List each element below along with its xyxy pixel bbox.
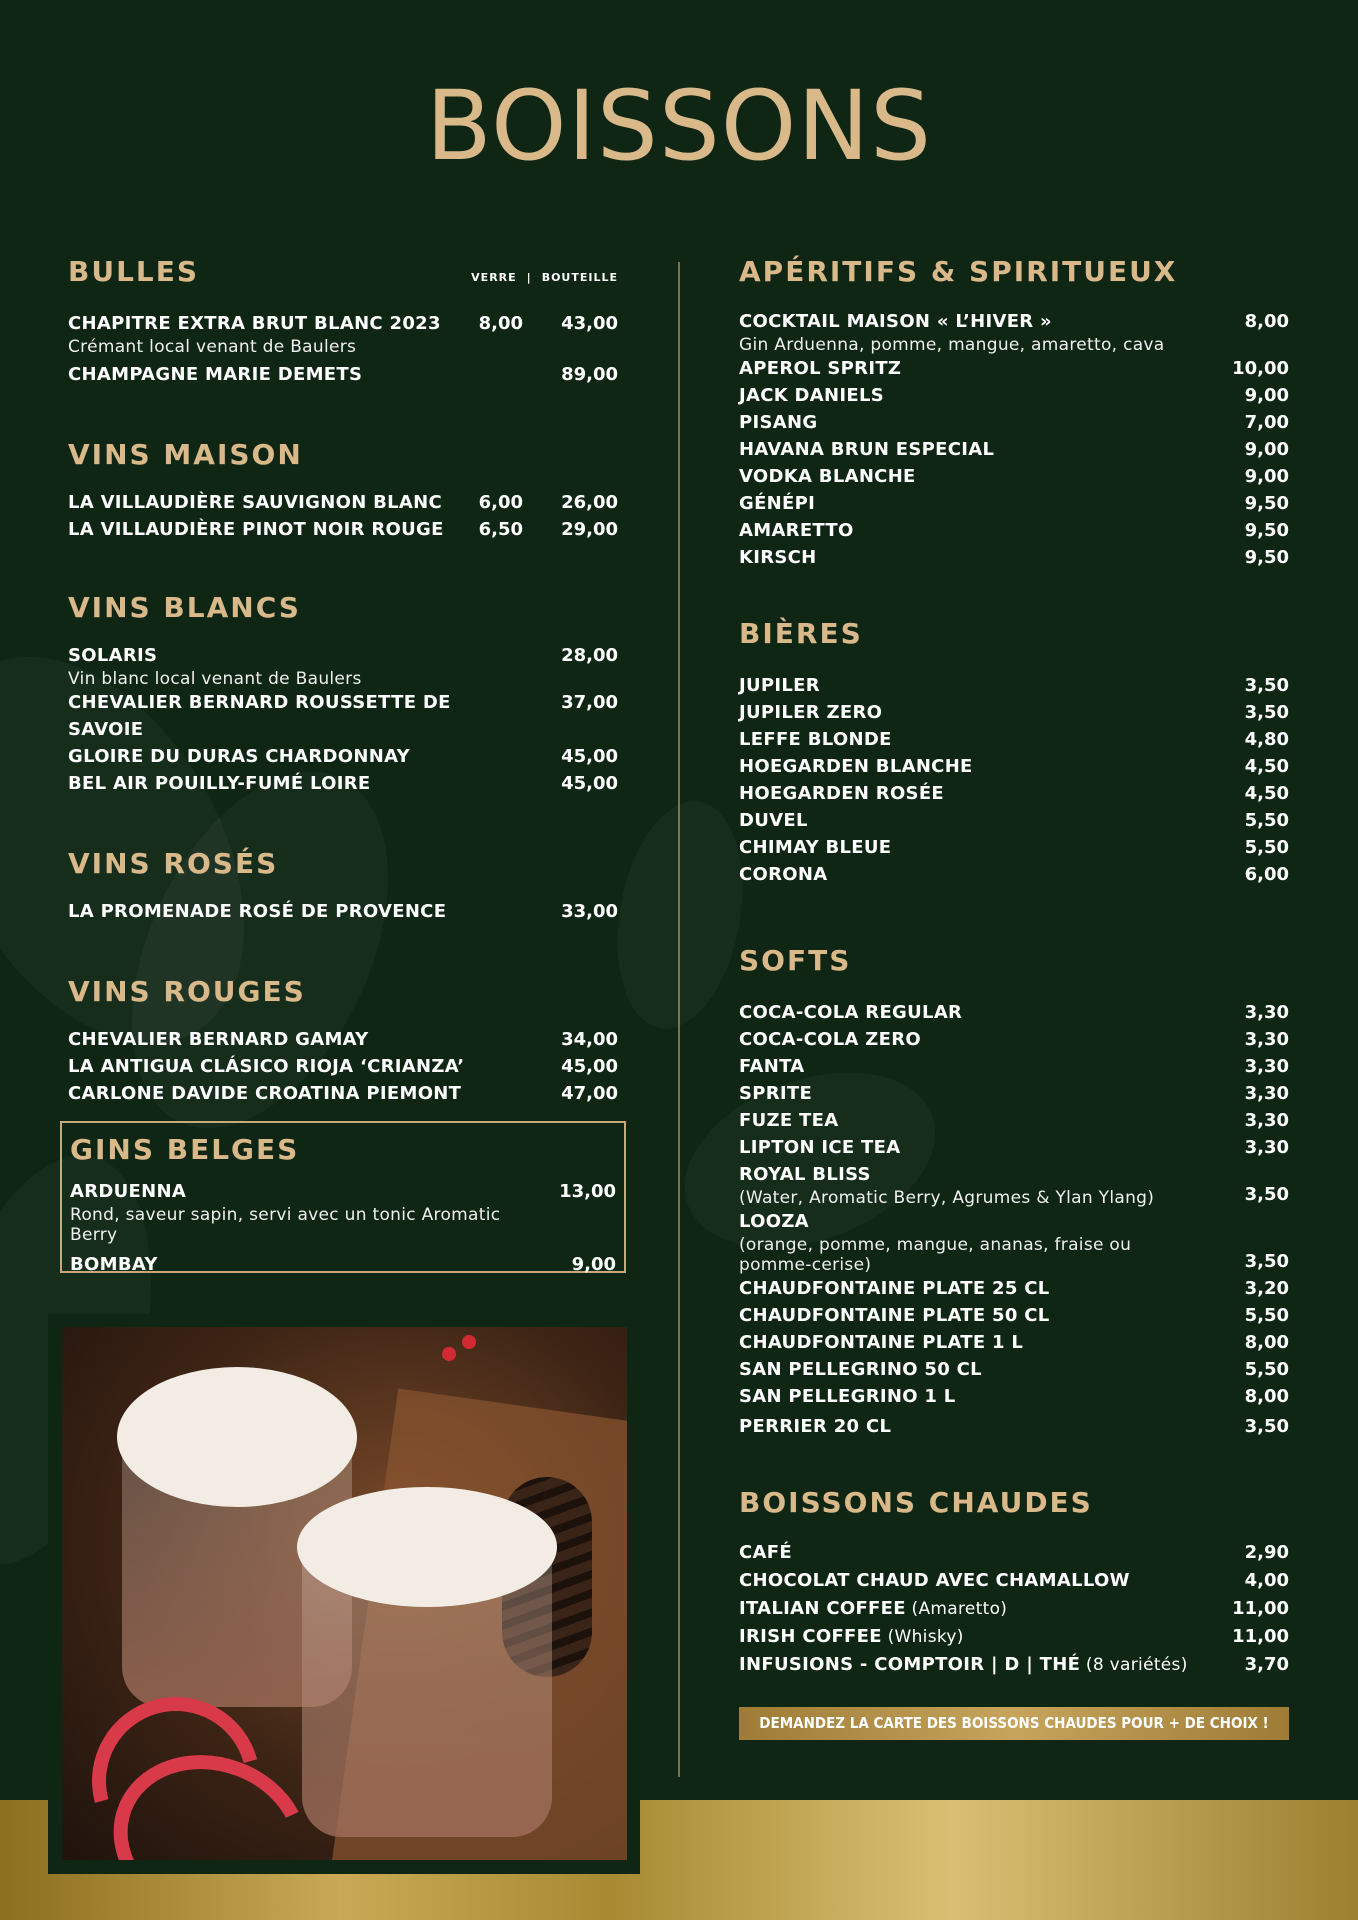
item-description: (Water, Aromatic Berry, Agrumes & Ylan Ylang) [739, 1188, 1155, 1208]
item-name: ROYAL BLISS [739, 1164, 871, 1185]
menu-item [68, 642, 618, 689]
item-description: Vin blanc local venant de Baulers [68, 669, 362, 689]
item-price: 3,70 [1244, 1654, 1289, 1675]
menu-item [739, 1275, 1289, 1302]
header-bouteille: BOUTEILLE [541, 271, 618, 284]
item-price: 45,00 [561, 1056, 618, 1077]
section-bieres [739, 617, 1289, 888]
item-name: VODKA BLANCHE [739, 466, 916, 487]
item-name: CARLONE DAVIDE CROATINA PIEMONT [68, 1083, 462, 1104]
menu-item [739, 1302, 1289, 1329]
menu-item [739, 355, 1289, 382]
menu-item [739, 1595, 1289, 1623]
section-heading: BIÈRES [739, 617, 863, 650]
item-name: ARDUENNA [70, 1181, 187, 1202]
item-name: LIPTON ICE TEA [739, 1137, 901, 1158]
item-name: HAVANA BRUN ESPECIAL [739, 439, 995, 460]
item-price: 3,30 [1244, 1110, 1289, 1131]
item-price: 9,00 [1244, 385, 1289, 406]
item-price: 3,30 [1244, 1083, 1289, 1104]
item-name: BEL AIR POUILLY-FUMÉ LOIRE [68, 773, 371, 794]
item-price: 3,30 [1244, 1029, 1289, 1050]
menu-item [739, 1208, 1289, 1275]
item-name: SAN PELLEGRINO 50 CL [739, 1359, 982, 1380]
section-heading: VINS ROSÉS [68, 847, 279, 880]
item-price: 9,00 [1244, 439, 1289, 460]
item-price-bottle: 89,00 [561, 364, 618, 385]
section-heading: VINS ROUGES [68, 975, 306, 1008]
item-name: CHEVALIER BERNARD ROUSSETTE DE SAVOIE [68, 692, 451, 740]
menu-item [739, 1329, 1289, 1356]
item-note: (Amaretto) [905, 1599, 1008, 1619]
header-separator: | [526, 271, 532, 284]
item-price: 8,00 [1244, 1386, 1289, 1407]
section-softs [739, 944, 1289, 1440]
menu-item [68, 743, 618, 770]
item-description: (orange, pomme, mangue, ananas, fraise ou pomme-cerise) [739, 1235, 1132, 1275]
right-column [739, 255, 1289, 1679]
menu-item [739, 436, 1289, 463]
item-price-glass: 8,00 [478, 313, 523, 334]
section-vins-rouges [68, 975, 618, 1107]
item-price: 10,00 [1232, 358, 1289, 379]
menu-item [739, 807, 1289, 834]
item-name: INFUSIONS - COMPTOIR | D | THÉ [739, 1654, 1081, 1675]
item-name: CHAPITRE EXTRA BRUT BLANC 2023 [68, 313, 441, 334]
item-name: SAN PELLEGRINO 1 L [739, 1386, 956, 1407]
item-name: LOOZA [739, 1211, 809, 1232]
item-price: 9,50 [1244, 520, 1289, 541]
item-name: LEFFE BLONDE [739, 729, 892, 750]
item-name: CHIMAY BLEUE [739, 837, 892, 858]
item-name: LA VILLAUDIÈRE SAUVIGNON BLANC [68, 492, 443, 513]
photo-berry [442, 1347, 456, 1361]
section-gins-belges [60, 1121, 626, 1273]
section-heading: BOISSONS CHAUDES [739, 1486, 1093, 1519]
item-price: 13,00 [559, 1181, 616, 1202]
menu-item [739, 726, 1289, 753]
item-name: LA VILLAUDIÈRE PINOT NOIR ROUGE [68, 519, 444, 540]
item-name: FUZE TEA [739, 1110, 839, 1131]
item-name: COCKTAIL MAISON « L’HIVER » [739, 311, 1052, 332]
item-price: 9,00 [1244, 466, 1289, 487]
photo-berry [462, 1335, 476, 1349]
item-name: PISANG [739, 412, 818, 433]
item-price: 47,00 [561, 1083, 618, 1104]
item-price-bottle: 29,00 [561, 519, 618, 540]
menu-item [68, 489, 618, 516]
item-name: CHEVALIER BERNARD GAMAY [68, 1029, 369, 1050]
item-price: 3,30 [1244, 1137, 1289, 1158]
item-name: COCA-COLA ZERO [739, 1029, 922, 1050]
item-price: 5,50 [1244, 1305, 1289, 1326]
menu-item [70, 1251, 616, 1278]
menu-item [739, 672, 1289, 699]
item-price: 11,00 [1232, 1626, 1289, 1647]
menu-item [739, 999, 1289, 1026]
item-price: 3,50 [1244, 1184, 1289, 1205]
item-name: CHOCOLAT CHAUD AVEC CHAMALLOW [739, 1570, 1130, 1591]
item-price: 4,80 [1244, 729, 1289, 750]
menu-item [68, 1026, 618, 1053]
section-vins-blancs [68, 591, 618, 797]
menu-item [68, 361, 618, 388]
item-price: 3,50 [1244, 675, 1289, 696]
menu-item [739, 382, 1289, 409]
item-price: 34,00 [561, 1029, 618, 1050]
menu-item [739, 308, 1289, 355]
menu-item [739, 490, 1289, 517]
section-aperitifs [739, 255, 1289, 571]
item-name: COCA-COLA REGULAR [739, 1002, 963, 1023]
menu-item [68, 1080, 618, 1107]
menu-item [739, 1356, 1289, 1383]
menu-item [739, 517, 1289, 544]
section-bulles [68, 255, 618, 388]
menu-item [739, 780, 1289, 807]
hot-drinks-cta-banner: DEMANDEZ LA CARTE DES BOISSONS CHAUDES POUR + DE CHOIX ! [739, 1707, 1289, 1740]
item-name: DUVEL [739, 810, 808, 831]
menu-item [739, 834, 1289, 861]
menu-item [68, 310, 618, 357]
menu-item [739, 1623, 1289, 1651]
menu-item [68, 516, 618, 543]
item-name: JUPILER ZERO [739, 702, 883, 723]
section-boissons-chaudes [739, 1486, 1289, 1679]
item-name: CHAUDFONTAINE PLATE 50 CL [739, 1305, 1050, 1326]
item-name: CHAMPAGNE MARIE DEMETS [68, 364, 363, 385]
column-divider [678, 262, 680, 1777]
item-price: 45,00 [561, 746, 618, 767]
item-price: 4,50 [1244, 783, 1289, 804]
item-name: HOEGARDEN ROSÉE [739, 783, 945, 804]
item-price: 8,00 [1244, 1332, 1289, 1353]
item-name: GLOIRE DU DURAS CHARDONNAY [68, 746, 410, 767]
menu-item [739, 861, 1289, 888]
menu-item [739, 409, 1289, 436]
item-name: ITALIAN COFFEE [739, 1598, 906, 1619]
item-price: 3,50 [1244, 1251, 1289, 1272]
item-description: Rond, saveur sapin, servi avec un tonic Aromatic Berry [70, 1205, 501, 1245]
menu-item [739, 699, 1289, 726]
item-description: Gin Arduenna, pomme, mangue, amaretto, cava [739, 335, 1165, 355]
item-price: 9,50 [1244, 493, 1289, 514]
item-price-bottle: 26,00 [561, 492, 618, 513]
menu-item [739, 1413, 1289, 1440]
item-price: 3,30 [1244, 1002, 1289, 1023]
item-price: 2,90 [1244, 1542, 1289, 1563]
item-price: 3,20 [1244, 1278, 1289, 1299]
menu-item [739, 1134, 1289, 1161]
item-name: LA ANTIGUA CLÁSICO RIOJA ‘CRIANZA’ [68, 1056, 465, 1077]
photo-marshmallows [117, 1367, 357, 1507]
menu-item [739, 1539, 1289, 1567]
item-price: 3,50 [1244, 1416, 1289, 1437]
item-price: 8,00 [1244, 311, 1289, 332]
item-name: CHAUDFONTAINE PLATE 1 L [739, 1332, 1024, 1353]
item-name: SOLARIS [68, 645, 158, 666]
item-price-glass: 6,50 [478, 519, 523, 540]
item-price: 4,50 [1244, 756, 1289, 777]
item-price: 3,50 [1244, 702, 1289, 723]
item-name: AMARETTO [739, 520, 854, 541]
item-name: CHAUDFONTAINE PLATE 25 CL [739, 1278, 1050, 1299]
item-name: PERRIER 20 CL [739, 1416, 892, 1437]
menu-item [739, 1651, 1289, 1679]
menu-item [739, 1026, 1289, 1053]
menu-item [739, 753, 1289, 780]
photo-marshmallows [297, 1487, 557, 1607]
background-leaf [601, 791, 759, 1038]
section-vins-maison [68, 438, 618, 543]
section-heading: SOFTS [739, 944, 852, 977]
menu-item [739, 1080, 1289, 1107]
item-name: LA PROMENADE ROSÉ DE PROVENCE [68, 901, 447, 922]
item-price: 28,00 [561, 645, 618, 666]
item-price: 6,00 [1244, 864, 1289, 885]
item-price: 5,50 [1244, 837, 1289, 858]
item-price: 9,00 [571, 1254, 616, 1275]
menu-item [739, 1383, 1289, 1410]
page-title: BOISSONS [425, 70, 933, 182]
menu-item [70, 1178, 616, 1245]
item-name: CORONA [739, 864, 828, 885]
item-price-glass: 6,00 [478, 492, 523, 513]
section-heading: VINS MAISON [68, 438, 303, 471]
left-column [68, 255, 618, 1107]
menu-item [739, 1053, 1289, 1080]
item-note: (Whisky) [881, 1627, 964, 1647]
item-price: 45,00 [561, 773, 618, 794]
column-headers [471, 271, 618, 284]
item-name: CAFÉ [739, 1542, 792, 1563]
item-price-bottle: 43,00 [561, 313, 618, 334]
item-price: 9,50 [1244, 547, 1289, 568]
item-name: BOMBAY [70, 1254, 158, 1275]
section-heading: GINS BELGES [70, 1133, 300, 1166]
header-verre: VERRE [471, 271, 517, 284]
item-price: 33,00 [561, 901, 618, 922]
item-name: HOEGARDEN BLANCHE [739, 756, 973, 777]
menu-item [739, 1161, 1289, 1208]
menu-item [739, 544, 1289, 571]
item-name: GÉNÉPI [739, 493, 816, 514]
item-note: (8 variétés) [1080, 1655, 1188, 1675]
item-name: JUPILER [739, 675, 820, 696]
item-price: 4,00 [1244, 1570, 1289, 1591]
item-name: KIRSCH [739, 547, 817, 568]
item-price: 37,00 [561, 692, 618, 713]
section-heading: BULLES [68, 255, 200, 288]
menu-item [739, 1107, 1289, 1134]
item-name: APEROL SPRITZ [739, 358, 902, 379]
item-price: 5,50 [1244, 1359, 1289, 1380]
item-name: FANTA [739, 1056, 805, 1077]
item-name: SPRITE [739, 1083, 813, 1104]
menu-item [68, 898, 618, 925]
item-price: 7,00 [1244, 412, 1289, 433]
section-vins-roses [68, 847, 618, 925]
item-price: 3,30 [1244, 1056, 1289, 1077]
item-name: IRISH COFFEE [739, 1626, 882, 1647]
item-name: JACK DANIELS [739, 385, 885, 406]
section-heading: APÉRITIFS & SPIRITUEUX [739, 255, 1178, 288]
hot-chocolate-photo [62, 1327, 627, 1860]
menu-item [739, 1567, 1289, 1595]
menu-item [68, 689, 618, 743]
menu-item [68, 770, 618, 797]
item-price: 11,00 [1232, 1598, 1289, 1619]
item-price: 5,50 [1244, 810, 1289, 831]
section-heading: VINS BLANCS [68, 591, 301, 624]
menu-item [68, 1053, 618, 1080]
item-description: Crémant local venant de Baulers [68, 337, 357, 357]
menu-item [739, 463, 1289, 490]
